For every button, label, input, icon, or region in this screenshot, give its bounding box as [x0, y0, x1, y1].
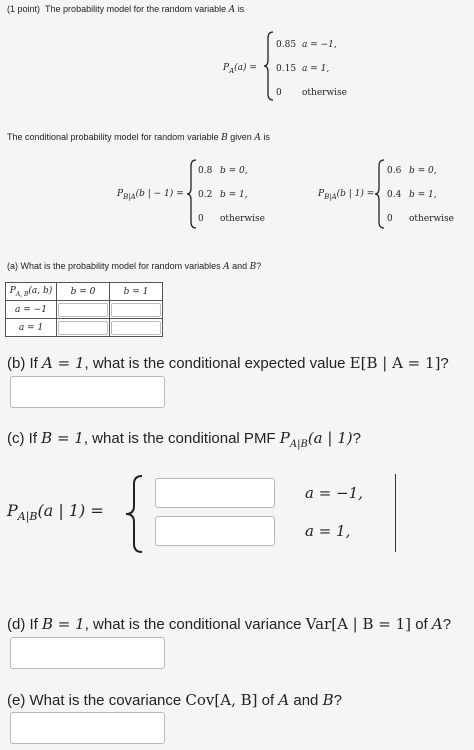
pmf-answer-brace	[123, 474, 145, 554]
points-label: (1 point)	[7, 4, 41, 14]
conditional-intro: The conditional probability model for random variable B given A is	[7, 132, 270, 143]
answer-b-input[interactable]	[10, 376, 165, 408]
question-d: (d) If B = 1, what is the conditional variance Var[A | B = 1] of A?	[7, 615, 452, 633]
pb-pos-lhs: $P_{B|A}(b$ | 1) =	[318, 189, 375, 201]
pb-neg-row-2: 0.2 b = 1,	[198, 190, 248, 200]
row-header-a-1: a = 1	[6, 319, 57, 337]
pa-row-2: 0.15 a = 1,	[276, 64, 330, 74]
cell-input-a1-b0[interactable]	[57, 319, 110, 337]
intro-text: The probability model for the random variable	[45, 4, 227, 14]
pmf-cond-a-1: a = 1,	[305, 522, 351, 540]
pb-pos-row-3: 0 otherwise	[387, 214, 454, 224]
pmf-input-a-1[interactable]	[155, 516, 275, 546]
question-b: (b) If A = 1, what is the conditional expected value E[B | A = 1]?	[7, 354, 449, 372]
intro-line	[7, 4, 244, 16]
pa-row-1: 0.85 a = −1,	[276, 40, 337, 50]
col-header-b1: b = 1	[110, 283, 163, 301]
pa-brace	[263, 30, 275, 102]
cell-input-aneg1-b1[interactable]	[110, 301, 163, 319]
pb-neg-row-3: 0 otherwise	[198, 214, 265, 224]
table-corner: $P_{A, B}(a$, b)	[6, 283, 57, 301]
pmf-answer-lhs: $P_{A|B}(a$ | 1) =	[7, 501, 104, 524]
intro-is: is	[237, 4, 245, 14]
pmf-cond-a-neg1: a = −1,	[305, 484, 363, 502]
cell-input-aneg1-b0[interactable]	[57, 301, 110, 319]
pb-pos-row-2: 0.4 b = 1,	[387, 190, 437, 200]
pb-pos-row-1: 0.6 b = 0,	[387, 166, 437, 176]
pb-neg-brace	[186, 158, 198, 230]
intro-var: A	[228, 5, 236, 15]
question-e: (e) What is the covariance Cov[A, B] of A and B?	[7, 691, 342, 709]
pa-row-3: 0 otherwise	[276, 88, 347, 98]
cell-input-a1-b1[interactable]	[110, 319, 163, 337]
answer-e-input[interactable]	[10, 712, 165, 744]
pmf-input-a-neg1[interactable]	[155, 478, 275, 508]
row-header-a-neg1: a = −1	[6, 301, 57, 319]
pb-pos-brace	[374, 158, 386, 230]
col-header-b0: b = 0	[57, 283, 110, 301]
question-a: (a) What is the probability model for random variables A and B?	[7, 261, 262, 272]
pa-lhs: $P_A(a)$ =	[223, 63, 257, 75]
pb-neg-row-1: 0.8 b = 0,	[198, 166, 248, 176]
pb-neg-lhs: $P_{B|A}(b$ | − 1) =	[117, 189, 184, 201]
answer-d-input[interactable]	[10, 637, 165, 669]
joint-pmf-table	[5, 282, 163, 337]
question-c: (c) If B = 1, what is the conditional PMF $P_{A|B}(a$ | 1)?	[7, 429, 361, 450]
pmf-right-bar	[395, 474, 396, 552]
